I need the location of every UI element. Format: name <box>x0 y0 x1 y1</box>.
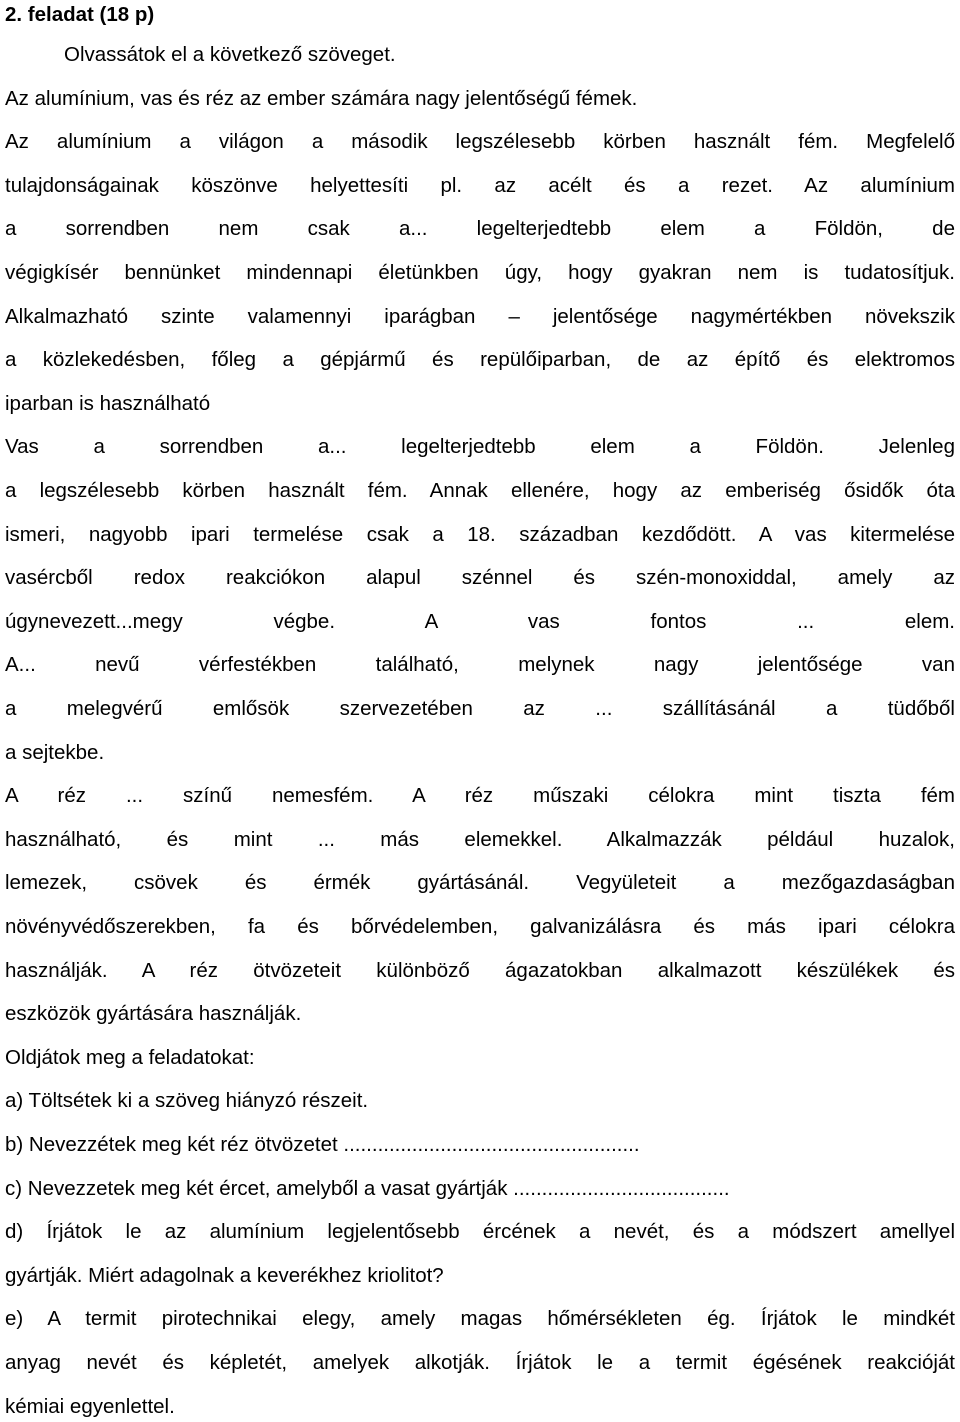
text-line: ismeri, nagyobb ipari termelése csak a 18. században kezdődött. A vas kitermelése <box>5 522 955 546</box>
text-line: lemezek, csövek és érmék gyártásánál. Vegyületeit a mezőgazdaságban <box>5 871 955 895</box>
text-line: e) A termit pirotechnikai elegy, amely magas hőmérsékleten ég. Írjátok le mindkét <box>5 1307 955 1331</box>
text-line: végigkísér bennünket mindennapi életünkben úgy, hogy gyakran nem is tudatosítjuk. <box>5 261 955 284</box>
text-line: Olvassátok el a következő szöveget. <box>64 43 396 66</box>
text-line: Oldjátok meg a feladatokat: <box>5 1045 255 1069</box>
text-line: a legszélesebb körben használt fém. Annak ellenére, hogy az emberiség ősidők óta <box>5 479 955 502</box>
text-line: Az alumínium, vas és réz az ember számára nagy jelentőségű fémek. <box>5 86 638 110</box>
text-line: használják. A réz ötvözeteit különböző ágazatokban alkalmazott készülékek és <box>5 958 955 982</box>
text-line: d) Írjátok le az alumínium legjelentősebb ércének a nevét, és a módszert amellyel <box>5 1220 955 1244</box>
text-line: kémiai egyenlettel. <box>5 1394 175 1418</box>
text-line: a közlekedésben, főleg a gépjármű és repülőiparban, de az építő és elektromos <box>5 348 955 372</box>
text-line: használható, és mint ... más elemekkel. Alkalmazzák például huzalok, <box>5 827 955 851</box>
text-line: eszközök gyártására használják. <box>5 1002 302 1026</box>
text-line: gyártják. Miért adagolnak a keverékhez kriolitot? <box>5 1263 444 1287</box>
task-heading: 2. feladat (18 p) <box>5 3 155 26</box>
text-line: iparban is használható <box>5 391 211 415</box>
text-line: anyag nevét és képletét, amelyek alkotják. Írjátok le a termit égésének reakcióját <box>5 1351 955 1374</box>
text-line: növényvédőszerekben, fa és bőrvédelemben, galvanizálásra és más ipari célokra <box>5 915 955 938</box>
text-line: Az alumínium a világon a második legszélesebb körben használt fém. Megfelelő <box>5 130 955 154</box>
text-line: Alkalmazható szinte valamennyi iparágban – jelentősége nagymértékben növekszik <box>5 304 955 328</box>
text-line: c) Nevezzetek meg két ércet, amelyből a vasat gyártják ...................................... <box>5 1176 730 1200</box>
text-line: Vas a sorrendben a... legelterjedtebb elem a Földön. Jelenleg <box>5 435 955 459</box>
text-line: b) Nevezzétek meg két réz ötvözetet .................................................... <box>5 1133 640 1156</box>
text-line: a sejtekbe. <box>5 740 105 764</box>
text-line: úgynevezett...megy végbe. A vas fontos ... elem. <box>5 609 955 633</box>
text-line: a sorrendben nem csak a... legelterjedtebb elem a Földön, de <box>5 217 955 241</box>
text-line: vasércből redox reakciókon alapul szénnel és szén-monoxiddal, amely az <box>5 566 955 590</box>
text-line: a) Töltsétek ki a szöveg hiányzó részeit. <box>5 1089 369 1113</box>
text-line: A réz ... színű nemesfém. A réz műszaki célokra mint tiszta fém <box>5 784 955 808</box>
text-line: A... nevű vérfestékben található, melynek nagy jelentősége van <box>5 653 955 677</box>
text-line: a melegvérű emlősök szervezetében az ... szállításánál a tüdőből <box>5 697 955 720</box>
text-line: tulajdonságainak köszönve helyettesíti pl. az acélt és a rezet. Az alumínium <box>5 173 955 197</box>
